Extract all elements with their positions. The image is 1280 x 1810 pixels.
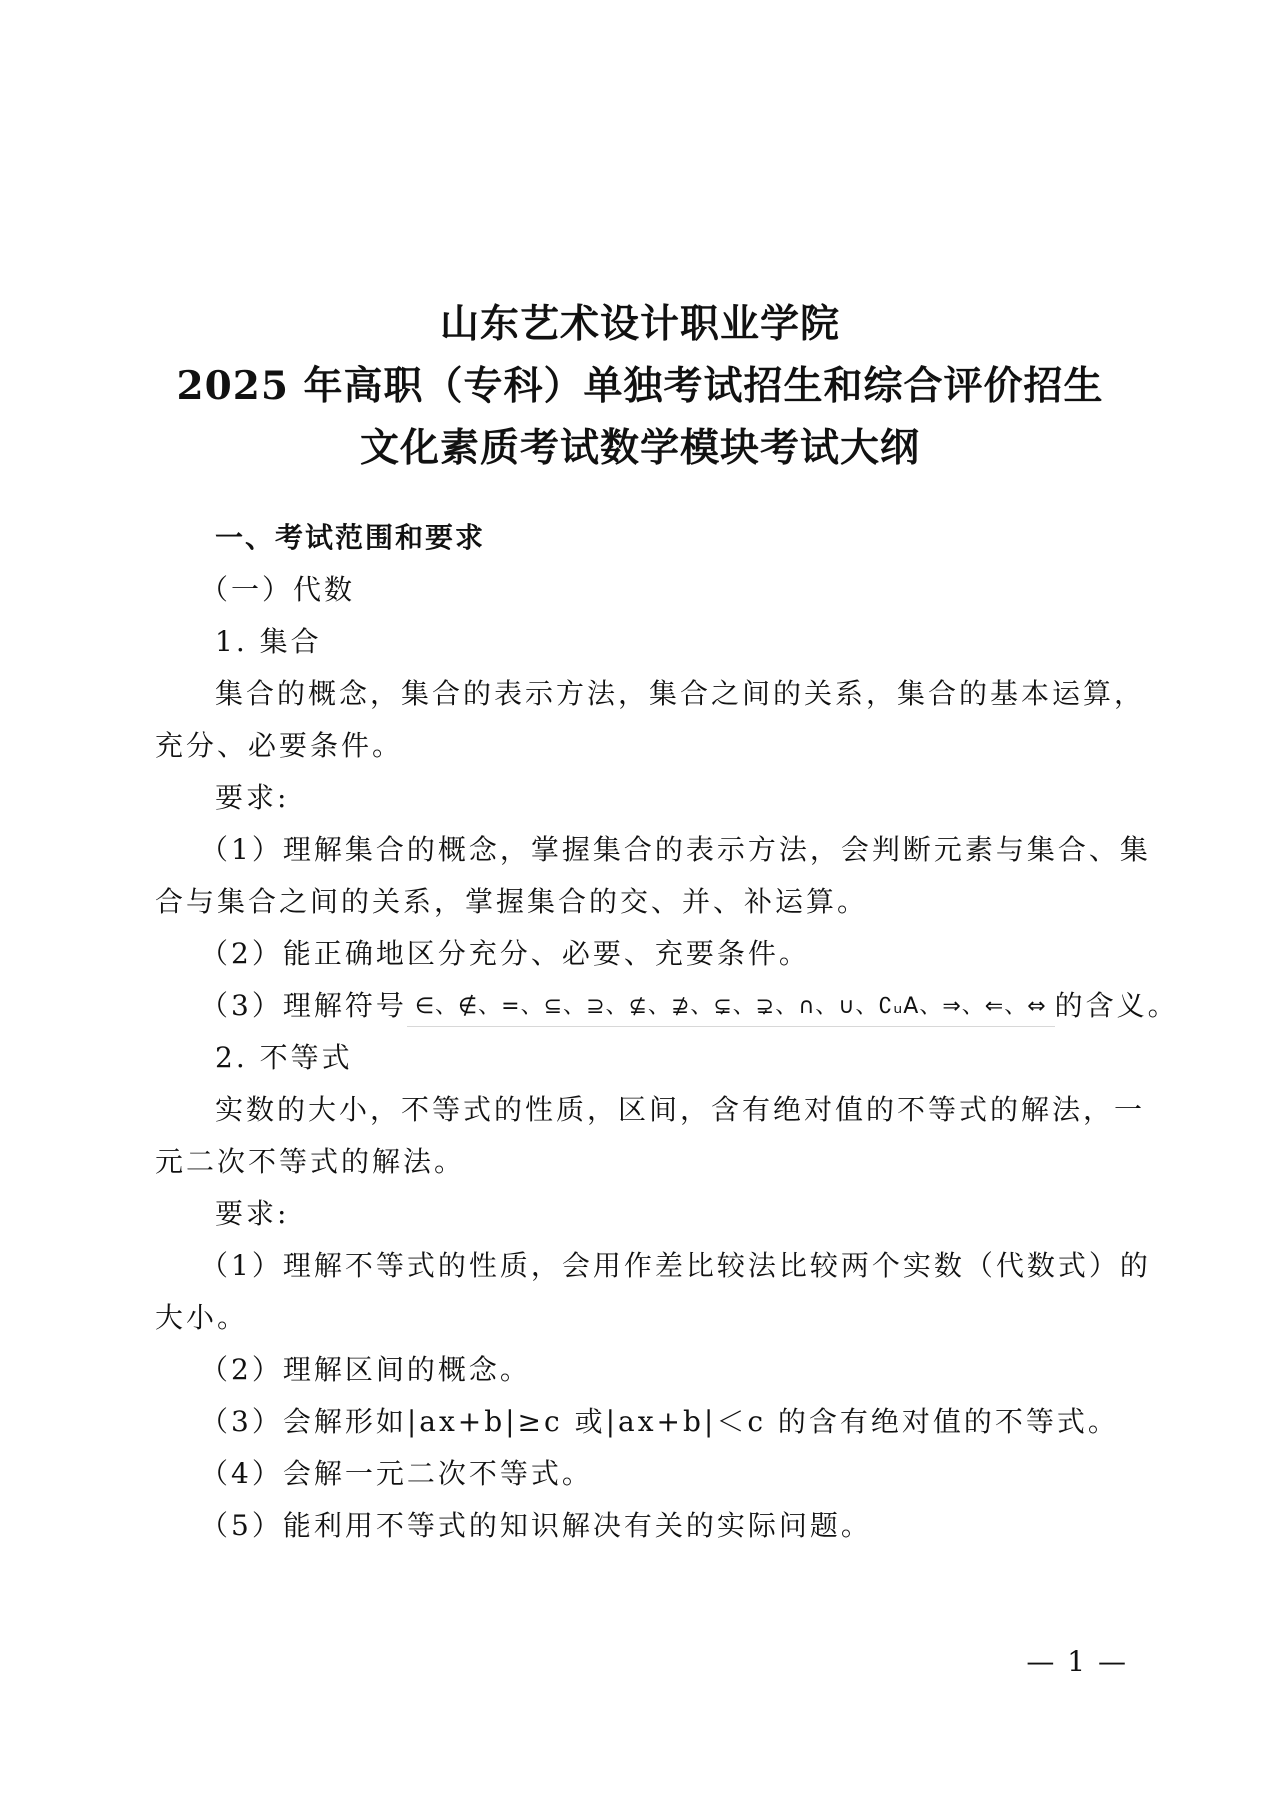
requirement-symbols-line	[155, 980, 1179, 1032]
title-line-syllabus: 文化素质考试数学模块考试大纲	[359, 425, 920, 471]
requirement-line: （3）会解形如|ax+b|≥c 或|ax+b|＜c 的含有绝对值的不等式。	[200, 1405, 1119, 1438]
requirement-line: 大小。	[155, 1301, 249, 1334]
topic-heading-sets: 1. 集合	[215, 625, 322, 658]
topic-content-line: 集合的概念，集合的表示方法，集合之间的关系，集合的基本运算，	[215, 677, 1146, 710]
symbols-suffix: 的含义。	[1054, 989, 1179, 1022]
requirement-line: （5）能利用不等式的知识解决有关的实际问题。	[200, 1509, 872, 1542]
topic-content-line: 元二次不等式的解法。	[155, 1145, 466, 1178]
requirements-label: 要求:	[215, 781, 290, 814]
requirement-line: （1）理解不等式的性质，会用作差比较法比较两个实数（代数式）的	[200, 1249, 1151, 1282]
document-title	[0, 293, 1280, 479]
requirement-line: （2）理解区间的概念。	[200, 1353, 531, 1386]
section-heading: 一、考试范围和要求	[215, 521, 486, 554]
requirement-line: 合与集合之间的关系，掌握集合的交、并、补运算。	[155, 885, 869, 918]
set-symbols: ∈、∉、=、⊆、⊇、⊈、⊉、⊊、⊋、∩、∪、∁ᵤA、⇒、⇐、⇔	[407, 988, 1055, 1027]
topic-heading-inequalities: 2. 不等式	[215, 1041, 353, 1074]
requirements-label: 要求:	[215, 1197, 290, 1230]
subsection-heading: （一）代数	[200, 573, 356, 606]
topic-content-line: 实数的大小，不等式的性质，区间，含有绝对值的不等式的解法，一	[215, 1093, 1146, 1126]
requirement-line: （4）会解一元二次不等式。	[200, 1457, 593, 1490]
page-number: — 1 —	[1026, 1645, 1128, 1678]
topic-content-line: 充分、必要条件。	[155, 729, 404, 762]
document-body	[155, 512, 1179, 1552]
symbols-prefix: （3）理解符号	[200, 989, 407, 1022]
requirement-line: （1）理解集合的概念，掌握集合的表示方法，会判断元素与集合、集	[200, 833, 1151, 866]
title-line-exam-type: 2025 年高职（专科）单独考试招生和综合评价招生	[176, 363, 1104, 409]
requirement-line: （2）能正确地区分充分、必要、充要条件。	[200, 937, 810, 970]
title-line-school: 山东艺术设计职业学院	[439, 301, 840, 347]
